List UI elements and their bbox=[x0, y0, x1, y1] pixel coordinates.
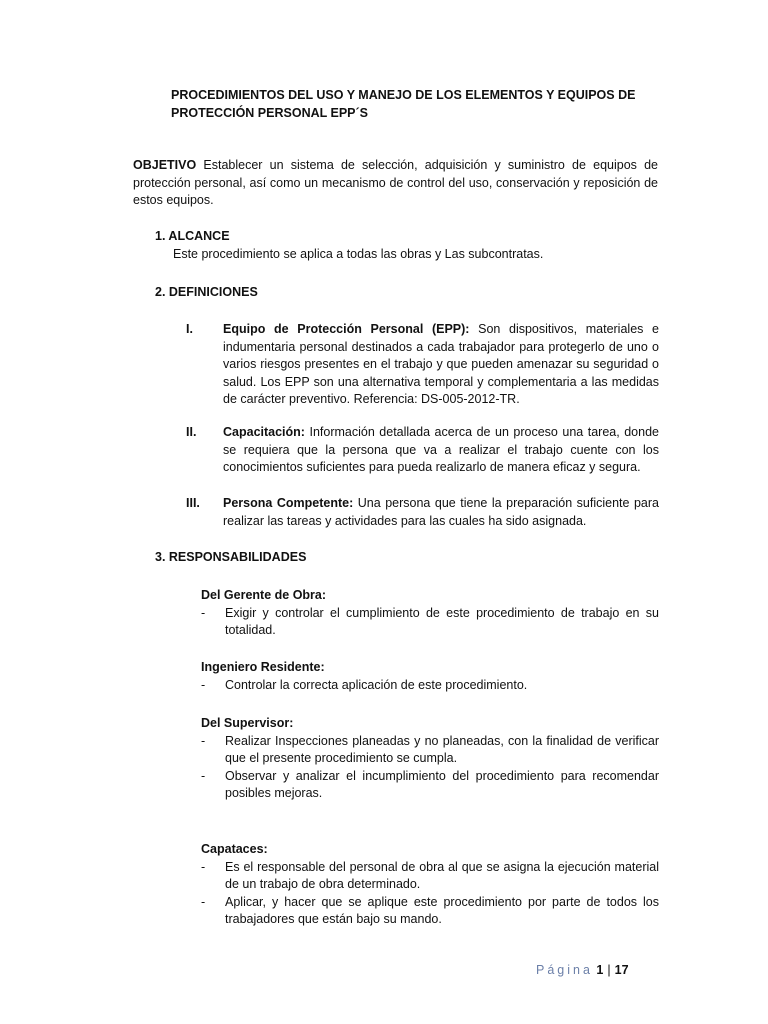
bullet-item bbox=[201, 605, 659, 640]
bullet-item bbox=[201, 894, 659, 929]
bullet-item bbox=[201, 677, 659, 695]
bullet-text: Es el responsable del personal de obra al que se asigna la ejecución material de un trabajo de obra determinado. bbox=[225, 859, 659, 891]
role-title: Ingeniero Residente: bbox=[201, 660, 325, 674]
section-alcance-text: Este procedimiento se aplica a todas las obras y Las subcontratas. bbox=[173, 247, 544, 261]
definition-term: Persona Competente: bbox=[223, 496, 354, 510]
total-pages: 17 bbox=[614, 963, 629, 977]
bullet-text: Exigir y controlar el cumplimiento de este procedimiento de trabajo en su totalidad. bbox=[225, 605, 659, 637]
document-title: PROCEDIMIENTOS DEL USO Y MANEJO DE LOS ELEMENTOS Y EQUIPOS DE PROTECCIÓN PERSONAL EPP´S bbox=[171, 88, 636, 120]
role-block bbox=[201, 659, 659, 694]
bullet-dash: - bbox=[201, 677, 206, 692]
definition-number: I. bbox=[186, 322, 193, 336]
definition-term: Equipo de Protección Personal (EPP): bbox=[223, 322, 470, 336]
definition-number: III. bbox=[186, 496, 200, 510]
bullet-dash: - bbox=[201, 605, 206, 620]
definition-text: Información detallada acerca de un proceso una tarea, donde se requiera que la persona que va a realizar el trabajo cuente con los conocimientos suficientes para pueda realizarlo de manera eficaz y segura. bbox=[223, 425, 659, 474]
role-block bbox=[201, 715, 659, 803]
objective-text: Establecer un sistema de selección, adquisición y suministro de equipos de protección personal, así como un mecanismo de control del uso, conservación y reposición de estos equipos. bbox=[133, 158, 658, 207]
definition-item bbox=[186, 495, 659, 530]
bullet-dash: - bbox=[201, 768, 206, 783]
bullet-dash: - bbox=[201, 733, 206, 748]
definition-number: II. bbox=[186, 425, 197, 439]
role-title: Del Supervisor: bbox=[201, 716, 294, 730]
bullet-dash: - bbox=[201, 859, 206, 874]
section-alcance-heading: 1. ALCANCE bbox=[155, 229, 230, 243]
bullet-text: Controlar la correcta aplicación de este procedimiento. bbox=[225, 677, 528, 692]
bullet-dash: - bbox=[201, 894, 206, 909]
role-title: Del Gerente de Obra: bbox=[201, 588, 327, 602]
bullet-text: Aplicar, y hacer que se aplique este procedimiento por parte de todos los trabajadores que están bajo su mando. bbox=[225, 894, 659, 926]
definition-item bbox=[186, 321, 659, 409]
definition-text: Una persona que tiene la preparación suficiente para realizar las tareas y actividades para las cuales ha sido asignada. bbox=[223, 496, 660, 528]
page-word: Página bbox=[536, 963, 593, 977]
definition-item bbox=[186, 424, 659, 477]
role-title: Capataces: bbox=[201, 842, 268, 856]
page-footer bbox=[536, 962, 629, 980]
definition-term: Capacitación: bbox=[223, 425, 305, 439]
bullet-text: Observar y analizar el incumplimiento del procedimiento para recomendar posibles mejoras. bbox=[225, 768, 659, 800]
objective-label: OBJETIVO bbox=[133, 158, 197, 172]
section-responsabilidades-heading: 3. RESPONSABILIDADES bbox=[155, 550, 307, 564]
role-block bbox=[201, 841, 659, 929]
bullet-item bbox=[201, 768, 659, 803]
objective-paragraph bbox=[133, 157, 658, 210]
role-block bbox=[201, 587, 659, 640]
bullet-text: Realizar Inspecciones planeadas y no planeadas, con la finalidad de verificar que el presente procedimiento se cumpla. bbox=[225, 733, 659, 765]
bullet-item bbox=[201, 733, 659, 768]
section-definiciones-heading: 2. DEFINICIONES bbox=[155, 285, 258, 299]
bullet-item bbox=[201, 859, 659, 894]
page-number: 1 bbox=[596, 963, 604, 977]
page-separator: | bbox=[607, 963, 611, 977]
definition-text: Son dispositivos, materiales e indumentaria personal destinados a cada trabajador para protegerlo de uno o varios riesgos presentes en el trabajo y que pueden amenazar su seguridad o salud. Los EPP son una alternativa temporal y complementaria a las medidas de carácter preventivo. Referencia: DS-005-2012-TR. bbox=[223, 322, 659, 406]
